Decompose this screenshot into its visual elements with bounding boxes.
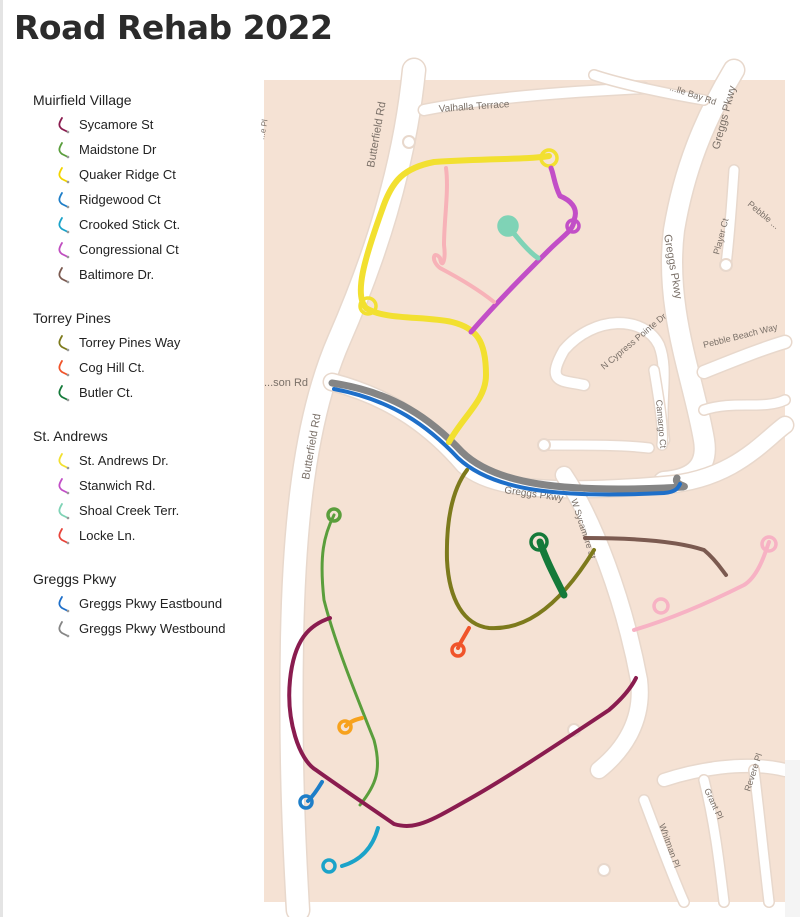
legend-item-congressional-ct[interactable] (33, 237, 258, 262)
route-line-icon (56, 620, 72, 638)
legend-item-crooked-stick-ct[interactable] (33, 212, 258, 237)
legend-group-greggs-pkwy (33, 567, 258, 641)
legend-label: Maidstone Dr (79, 142, 157, 157)
route-line-icon (56, 502, 72, 520)
route-line-icon (56, 452, 72, 470)
street-label-valhalla: Valhalla Terrace (438, 99, 510, 115)
legend-label: Ridgewood Ct (79, 192, 161, 207)
legend-group-title: Torrey Pines (33, 310, 111, 326)
legend-label: Greggs Pkwy Eastbound (79, 596, 223, 611)
route-line-icon (56, 384, 72, 402)
cul-de-sac (538, 439, 550, 451)
legend-item-cog-hill-ct[interactable] (33, 355, 258, 380)
cul-de-sac (720, 259, 732, 271)
route-shoal-creek-terr-cul-de-sac[interactable] (499, 217, 517, 235)
legend-item-torrey-pines-way[interactable] (33, 330, 258, 355)
cul-de-sac (403, 136, 415, 148)
map-area[interactable] (257, 80, 785, 902)
street-label-camargo: Camargo Ct (654, 399, 669, 449)
legend-label: Cog Hill Ct. (79, 360, 145, 375)
street-label-bay_rd: ...lle Bay Rd (668, 82, 718, 107)
route-line-icon (56, 359, 72, 377)
legend-label: Crooked Stick Ct. (79, 217, 181, 232)
route-line-icon (56, 241, 72, 259)
map-canvas[interactable] (257, 80, 785, 902)
right-margin-strip (785, 760, 800, 917)
legend-label: Stanwich Rd. (79, 478, 156, 493)
page-frame-edge (0, 0, 3, 917)
route-line-icon (56, 216, 72, 234)
legend-group-title: St. Andrews (33, 428, 108, 444)
route-line-icon (56, 266, 72, 284)
legend-group-torrey-pines (33, 306, 258, 405)
legend-item-locke-ln[interactable] (33, 523, 258, 548)
map-legend (33, 88, 258, 660)
street-label-butterfield_upper: Butterfield Rd (365, 100, 389, 169)
legend-label: Congressional Ct (79, 242, 179, 257)
legend-label: Greggs Pkwy Westbound (79, 621, 226, 636)
legend-item-stanwich-rd[interactable] (33, 473, 258, 498)
legend-item-st-andrews-dr[interactable] (33, 448, 258, 473)
street-label-pebble_beach_way: Pebble Beach Way (702, 321, 779, 350)
legend-label: Sycamore St (79, 117, 154, 132)
route-line-icon (56, 141, 72, 159)
legend-item-greggs-pkwy-eastbound[interactable] (33, 591, 258, 616)
street-label-pebble_top: Pebble ... (745, 198, 782, 231)
street-label-grant_pl: Grant Pl (702, 786, 726, 821)
route-line-icon (56, 191, 72, 209)
legend-label: St. Andrews Dr. (79, 453, 169, 468)
street-label-cypress: N Cypress Pointe Dr (598, 311, 669, 372)
legend-group-st-andrews (33, 424, 258, 548)
street-label-greggs_pkwy_top: Greggs Pkwy (710, 84, 739, 151)
legend-label: Quaker Ridge Ct (79, 167, 176, 182)
legend-label: Torrey Pines Way (79, 335, 181, 350)
cul-de-sac (598, 864, 610, 876)
legend-label: Shoal Creek Terr. (79, 503, 180, 518)
route-line-icon (56, 166, 72, 184)
side-street (544, 445, 649, 448)
legend-group-muirfield-village (33, 88, 258, 287)
legend-label: Locke Ln. (79, 528, 136, 543)
legend-group-title: Greggs Pkwy (33, 571, 117, 587)
legend-item-shoal-creek-terr[interactable] (33, 498, 258, 523)
legend-group-title: Muirfield Village (33, 92, 132, 108)
page-title: Road Rehab 2022 (14, 8, 333, 47)
route-line-icon (56, 334, 72, 352)
route-line-icon (56, 527, 72, 545)
street-label-butterfield_lower: Butterfield Rd (300, 412, 324, 481)
street-label-w_sycamore: W Sycamore St (569, 497, 598, 561)
route-line-icon (56, 477, 72, 495)
street-label-fragment_pl: ...e Pl (257, 118, 270, 141)
legend-item-butler-ct[interactable] (33, 380, 258, 405)
street-label-son_rd: ...son Rd (264, 377, 309, 389)
street-label-player_ct: Player Ct (711, 217, 731, 256)
legend-item-quaker-ridge-ct[interactable] (33, 162, 258, 187)
street-label-greggs_pkwy_side: Greggs Pkwy (661, 233, 685, 300)
legend-item-sycamore-st[interactable] (33, 112, 258, 137)
route-line-icon (56, 116, 72, 134)
legend-item-greggs-pkwy-westbound[interactable] (33, 616, 258, 641)
legend-label: Butler Ct. (79, 385, 134, 400)
legend-item-maidstone-dr[interactable] (33, 137, 258, 162)
legend-label: Baltimore Dr. (79, 267, 155, 282)
street-label-revere_pl: Revere Pl (742, 751, 765, 793)
street-label-whitman_pl: Whitman Pl (657, 822, 683, 869)
street-label-greggs_pkwy_mid: Greggs Pkwy (503, 485, 565, 505)
legend-item-baltimore-dr[interactable] (33, 262, 258, 287)
route-line-icon (56, 595, 72, 613)
legend-item-ridgewood-ct[interactable] (33, 187, 258, 212)
